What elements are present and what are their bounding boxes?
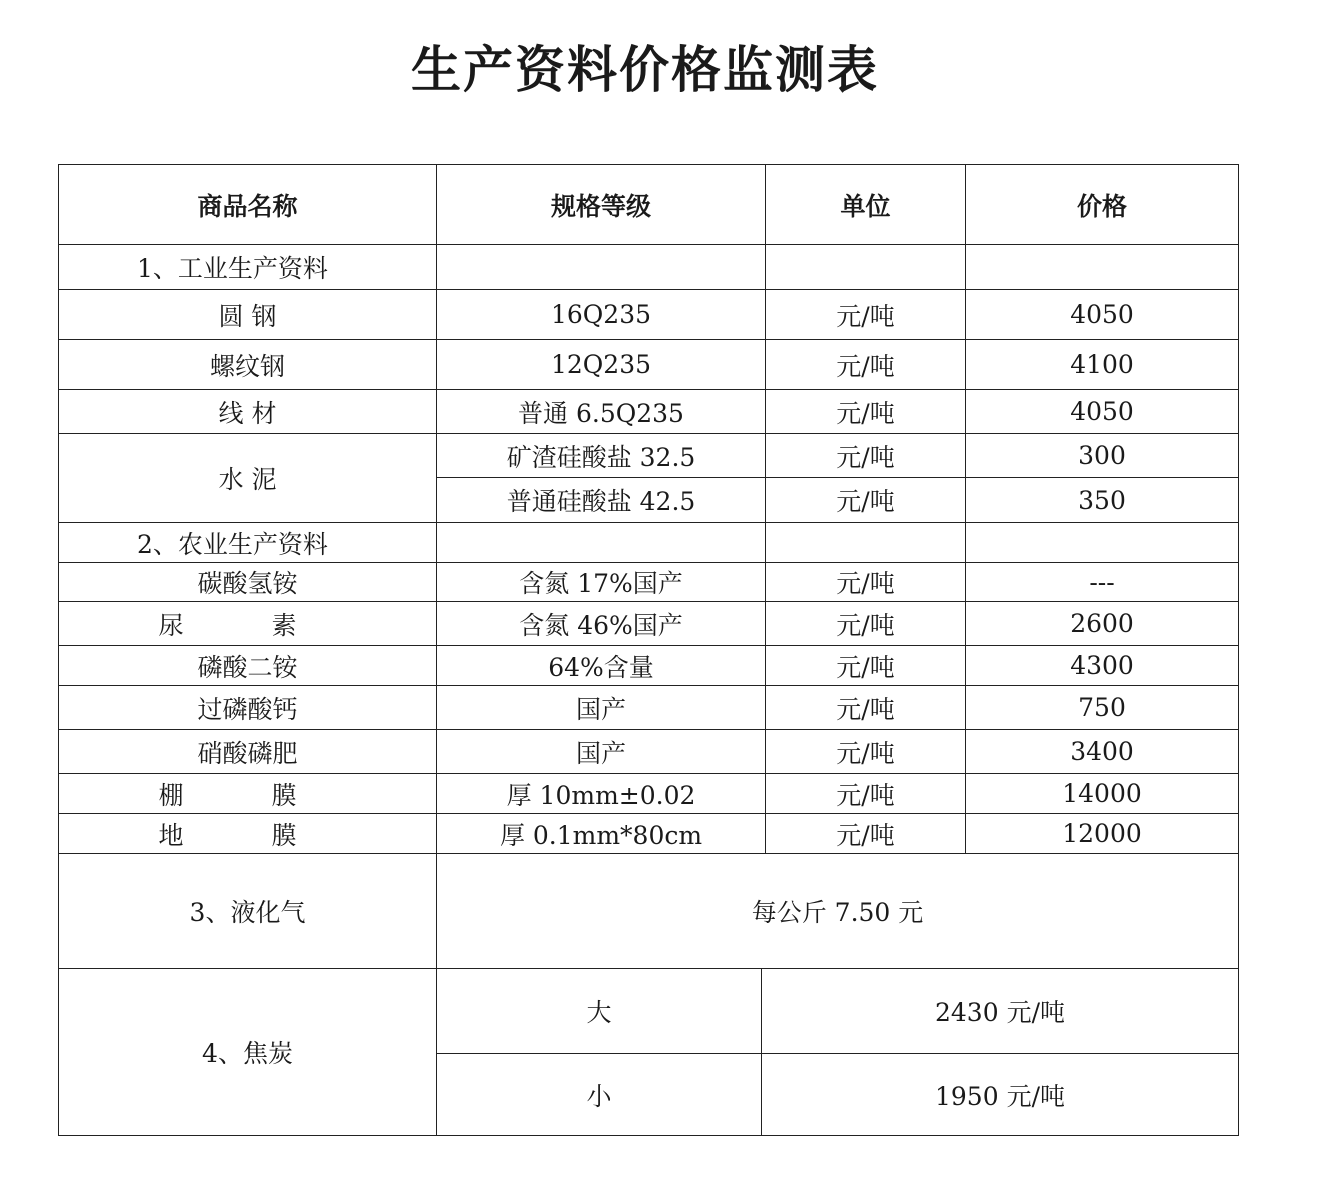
coke-price: 2430 元/吨 — [762, 969, 1239, 1054]
item-spec: 16Q235 — [437, 290, 766, 340]
table-row — [59, 602, 1239, 646]
item-name: 棚 膜 — [59, 774, 437, 814]
item-name: 尿 素 — [59, 602, 437, 646]
item-price: 750 — [966, 686, 1239, 730]
coke-size: 大 — [437, 969, 762, 1054]
table-row — [59, 390, 1239, 434]
category-label-industrial: 1、工业生产资料 — [59, 245, 437, 290]
coke-name: 4、焦炭 — [59, 969, 437, 1136]
lpg-row — [59, 854, 1239, 969]
item-price: 300 — [966, 434, 1239, 478]
item-unit: 元/吨 — [766, 290, 966, 340]
item-unit: 元/吨 — [766, 774, 966, 814]
item-spec: 厚 0.1mm*80cm — [437, 814, 766, 854]
category-label-agricultural: 2、农业生产资料 — [59, 523, 437, 563]
item-spec: 普通硅酸盐 42.5 — [437, 478, 766, 523]
item-price: 350 — [966, 478, 1239, 523]
item-unit: 元/吨 — [766, 814, 966, 854]
table-row — [59, 646, 1239, 686]
item-unit: 元/吨 — [766, 602, 966, 646]
price-table — [58, 164, 1239, 1136]
item-unit: 元/吨 — [766, 434, 966, 478]
table-row — [59, 686, 1239, 730]
table-row — [59, 434, 1239, 478]
item-name: 地 膜 — [59, 814, 437, 854]
item-unit: 元/吨 — [766, 686, 966, 730]
item-name: 过磷酸钙 — [59, 686, 437, 730]
item-price: 12000 — [966, 814, 1239, 854]
table-row — [59, 290, 1239, 340]
item-unit: 元/吨 — [766, 730, 966, 774]
item-spec: 12Q235 — [437, 340, 766, 390]
empty-cell — [437, 245, 766, 290]
item-spec: 普通 6.5Q235 — [437, 390, 766, 434]
item-name: 线 材 — [59, 390, 437, 434]
item-price: 4050 — [966, 390, 1239, 434]
table-row — [59, 340, 1239, 390]
item-name: 圆 钢 — [59, 290, 437, 340]
item-price: --- — [966, 563, 1239, 602]
item-name: 碳酸氢铵 — [59, 563, 437, 602]
item-price: 14000 — [966, 774, 1239, 814]
table-row — [59, 774, 1239, 814]
item-name: 磷酸二铵 — [59, 646, 437, 686]
category-row-industrial — [59, 245, 1239, 290]
category-row-agricultural — [59, 523, 1239, 563]
table-row — [59, 563, 1239, 602]
item-spec: 国产 — [437, 730, 766, 774]
header-spec: 规格等级 — [437, 165, 766, 245]
empty-cell — [766, 245, 966, 290]
item-name: 硝酸磷肥 — [59, 730, 437, 774]
lpg-name: 3、液化气 — [59, 854, 437, 969]
item-spec: 矿渣硅酸盐 32.5 — [437, 434, 766, 478]
empty-cell — [437, 523, 766, 563]
coke-price: 1950 元/吨 — [762, 1054, 1239, 1136]
item-spec: 厚 10mm±0.02 — [437, 774, 766, 814]
empty-cell — [966, 523, 1239, 563]
header-name: 商品名称 — [59, 165, 437, 245]
item-unit: 元/吨 — [766, 340, 966, 390]
item-spec: 国产 — [437, 686, 766, 730]
coke-size: 小 — [437, 1054, 762, 1136]
empty-cell — [766, 523, 966, 563]
item-spec: 64%含量 — [437, 646, 766, 686]
item-spec: 含氮 46%国产 — [437, 602, 766, 646]
table-header-row — [59, 165, 1239, 245]
header-unit: 单位 — [766, 165, 966, 245]
table-row — [59, 814, 1239, 854]
page-title: 生产资料价格监测表 — [411, 41, 879, 99]
item-price: 4100 — [966, 340, 1239, 390]
item-unit: 元/吨 — [766, 563, 966, 602]
item-name: 螺纹钢 — [59, 340, 437, 390]
header-price: 价格 — [966, 165, 1239, 245]
coke-row-large — [59, 969, 1239, 1054]
item-spec: 含氮 17%国产 — [437, 563, 766, 602]
item-unit: 元/吨 — [766, 646, 966, 686]
item-price: 4300 — [966, 646, 1239, 686]
item-price: 4050 — [966, 290, 1239, 340]
item-price: 2600 — [966, 602, 1239, 646]
item-name-cement: 水 泥 — [59, 434, 437, 523]
empty-cell — [966, 245, 1239, 290]
lpg-price: 每公斤 7.50 元 — [437, 854, 1239, 969]
item-unit: 元/吨 — [766, 478, 966, 523]
table-row — [59, 730, 1239, 774]
item-price: 3400 — [966, 730, 1239, 774]
item-unit: 元/吨 — [766, 390, 966, 434]
